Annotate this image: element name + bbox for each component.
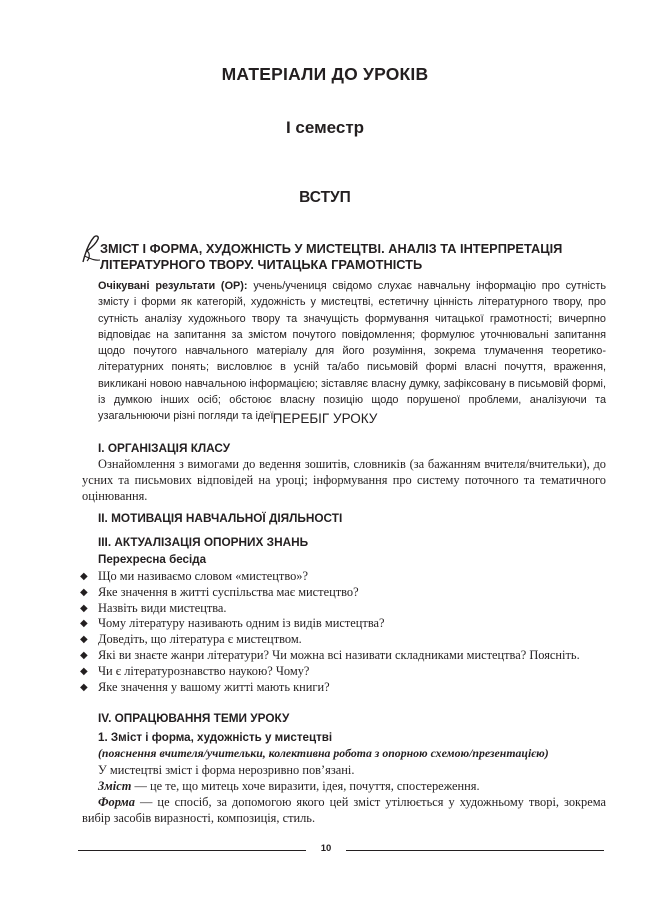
list-item xyxy=(80,632,606,648)
question-text: Чому літературу називають одним із видів мистецтва? xyxy=(98,616,385,631)
diamond-bullet-icon: ◆ xyxy=(80,618,88,630)
section-organization-text: Ознайомлення з вимогами до ведення зошитів, словників (за бажанням вчителя/вчительки), до усних та письмових відповідей на уроці; інформування про систему поточного та тематичного оцінювання. xyxy=(82,457,606,503)
lesson-course-heading: ПЕРЕБІГ УРОКУ xyxy=(272,411,378,426)
content-definition-text: — це те, що митець хоче виразити, ідея, почуття, спостереження. xyxy=(131,779,480,793)
question-text: Чи є літературознавство наукою? Чому? xyxy=(98,663,310,678)
page-number: 10 xyxy=(320,843,332,854)
content-definition xyxy=(82,778,606,794)
pen-nib-icon xyxy=(80,234,102,264)
question-text: Доведіть, що література є мистецтвом. xyxy=(98,632,302,647)
section-topic-work-title: ІV. ОПРАЦЮВАННЯ ТЕМИ УРОКУ xyxy=(98,711,290,725)
question-text: Яке значення у вашому житті мають книги? xyxy=(98,679,330,694)
list-item xyxy=(80,569,606,585)
form-definition xyxy=(82,794,606,826)
lesson-topic xyxy=(100,241,570,273)
question-text: Яке значення в житті суспільства має мистецтво? xyxy=(98,584,359,599)
expected-outcomes xyxy=(98,278,606,425)
list-item xyxy=(80,601,606,617)
outcomes-text: учень/учениця свідомо слухає навчальну інформацію про сутність змісту і форми як категорій, художність у мистецтві, естетичну цінність літературного твору, про сутність аналізу художнього твору та значущість формування читацької грамотності; вичерпно відповідає на запитання за змістом почутого повідомлення; формулює уточнювальні запитання щодо почутого навчального матеріалу для його розуміння, зокрема тлумачення теоретико-літературних понять; висловлює в усній та/або письмовій формі власні почуття, враження, викликані новою навчальною інформацією; зіставляє власну думку, зафіксовану в письмовій формі, із думкою інших осіб; обстоює власну позицію щодо порушеної проблеми, аналізуючи та узагальнюючи різні погляди та ідеї. xyxy=(98,280,606,423)
footer-rule-right xyxy=(346,850,604,851)
outcomes-label: Очікувані результати (ОР): xyxy=(98,280,248,292)
list-item xyxy=(80,680,606,696)
page-title: МАТЕРІАЛИ ДО УРОКІВ xyxy=(221,64,429,84)
question-text: Що ми називаємо словом «мистецтво»? xyxy=(98,569,308,583)
diamond-bullet-icon: ◆ xyxy=(80,649,88,661)
section-motivation-title: ІІ. МОТИВАЦІЯ НАВЧАЛЬНОЇ ДІЯЛЬНОСТІ xyxy=(98,511,343,525)
section-organization-title: І. ОРГАНІЗАЦІЯ КЛАСУ xyxy=(98,441,231,455)
question-list xyxy=(80,569,606,695)
list-item xyxy=(80,648,606,664)
diamond-bullet-icon: ◆ xyxy=(80,571,88,582)
list-item xyxy=(80,664,606,680)
form-term: Форма xyxy=(98,795,135,809)
diamond-bullet-icon: ◆ xyxy=(80,681,88,693)
activity-note: (пояснення вчителя/учительки, колективна робота з опорною схемою/презентацією) xyxy=(98,746,549,760)
form-definition-text: — це спосіб, за допомогою якого цей зміст утілюється у художньому творі, зокрема вибір засобів виразності, композиція, стиль. xyxy=(82,795,606,825)
lesson-topic-line2: ЛІТЕРАТУРНОГО ТВОРУ. ЧИТАЦЬКА ГРАМОТНІСТЬ xyxy=(100,257,423,272)
section-heading: ВСТУП xyxy=(299,189,351,206)
diamond-bullet-icon: ◆ xyxy=(80,586,88,598)
list-item xyxy=(80,585,606,601)
footer-rule-left xyxy=(78,850,306,851)
section-knowledge-title: ІІІ. АКТУАЛІЗАЦІЯ ОПОРНИХ ЗНАНЬ xyxy=(98,535,309,549)
cross-discussion-subtitle: Перехресна бесіда xyxy=(98,553,207,566)
subsection-title: 1. Зміст і форма, художність у мистецтві xyxy=(98,731,333,744)
diamond-bullet-icon: ◆ xyxy=(80,634,88,646)
semester-heading: І семестр xyxy=(285,118,365,137)
lesson-topic-line1: ЗМІСТ І ФОРМА, ХУДОЖНІСТЬ У МИСТЕЦТВІ. АНАЛІЗ ТА ІНТЕРПРЕТАЦІЯ xyxy=(100,241,563,256)
diamond-bullet-icon: ◆ xyxy=(80,665,88,677)
content-term: Зміст xyxy=(98,779,132,793)
list-item xyxy=(80,616,606,632)
question-text: Які ви знаєте жанри літератури? Чи можна всі називати складниками мистецтва? Поясніть. xyxy=(98,647,580,662)
diamond-bullet-icon: ◆ xyxy=(80,602,88,614)
question-text: Назвіть види мистецтва. xyxy=(98,600,227,615)
content-form-intro: У мистецтві зміст і форма нерозривно пов’язані. xyxy=(98,763,355,777)
